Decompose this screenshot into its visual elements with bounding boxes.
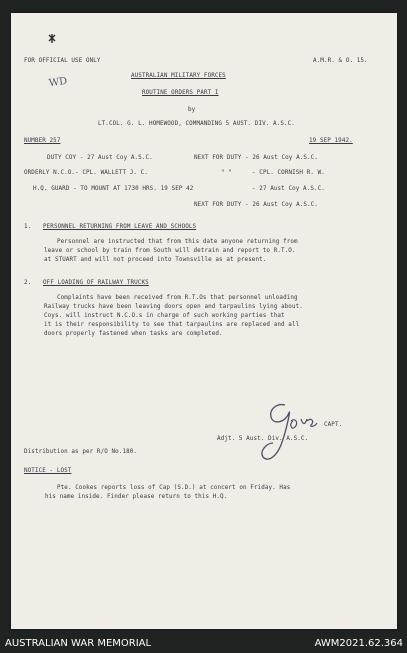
hq-guard-coy: - 27 Aust Coy A.S.C. <box>252 186 325 192</box>
ditto-marks: " " <box>221 170 232 176</box>
commanding-officer: LT.COL. G. L. HOMEWOOD, COMMANDING 5 AUST. DIV. A.S.C. <box>98 121 295 127</box>
notice-line: Pte. Cookes reports loss of Cap (S.D.) at concert on Friday. Has <box>57 485 291 491</box>
orderly-nco-next: - CPL. CORNISH R. W. <box>252 170 325 176</box>
order-number: NUMBER 257 <box>24 138 61 144</box>
source-caption: AUSTRALIAN WAR MEMORIAL <box>5 638 152 649</box>
next-for-duty: NEXT FOR DUTY - 26 Aust Coy A.S.C. <box>194 155 318 161</box>
item-heading: OFF LOADING OF RAILWAY TRUCKS <box>43 280 149 286</box>
form-reference: A.M.R. & O. 15. <box>313 58 368 64</box>
notice-heading: NOTICE - LOST <box>24 468 72 474</box>
by-label: by <box>188 107 196 113</box>
item-line: leave or school by train from South will detrain and report to R.T.O. <box>44 248 296 254</box>
item-line: Railway trucks have been leaving doors open and tarpaulins lying about. <box>44 304 303 310</box>
notice-line: his name inside. Finder please return to this H.Q. <box>45 494 228 500</box>
signatory-rank: CAPT. <box>324 422 343 428</box>
item-line: Complaints have been received from R.T.Os that personnel unloading <box>57 295 298 301</box>
force-title: AUSTRALIAN MILITARY FORCES <box>131 73 226 79</box>
handwritten-annotation: WD <box>48 75 69 90</box>
classification-label: FOR OFFICIAL USE ONLY <box>24 58 101 64</box>
item-line: Personnel are instructed that from this date anyone returning from <box>57 239 298 245</box>
order-date: 19 SEP 1942. <box>309 138 353 144</box>
item-number: 1. <box>24 224 32 230</box>
item-number: 2. <box>24 280 32 286</box>
item-line: it is their responsibility to see that tarpaulins are replaced and all <box>44 322 300 328</box>
item-line: doors properly fastened when tasks are completed. <box>44 331 223 337</box>
signatory-appointment: Adjt. 5 Aust. Div. A.S.C. <box>217 436 309 442</box>
item-line: Coys. will instruct N.C.O.s in charge of such working parties that <box>44 313 285 319</box>
duty-coy: DUTY COY - 27 Aust Coy A.S.C. <box>47 155 153 161</box>
hq-guard: H.Q. GUARD - TO MOUNT AT 1730 HRS. 19 SEP 42 <box>33 186 194 192</box>
orders-title: ROUTINE ORDERS PART I <box>142 90 219 96</box>
distribution-line: Distribution as per R/O No.180. <box>24 449 138 455</box>
item-line: at STUART and will not proceed into Townsville as at present. <box>44 257 267 263</box>
item-heading: PERSONNEL RETURNING FROM LEAVE AND SCHOOLS <box>43 224 197 230</box>
document-page <box>11 13 397 629</box>
orderly-nco: ORDERLY N.C.O.- CPL. WALLETT J. C. <box>24 170 148 176</box>
emblem-icon <box>47 33 57 45</box>
handwritten-signature <box>251 399 321 469</box>
next-for-duty-guard: NEXT FOR DUTY - 26 Aust Coy A.S.C. <box>194 202 318 208</box>
accession-number: AWM2021.62.364 <box>314 638 403 649</box>
